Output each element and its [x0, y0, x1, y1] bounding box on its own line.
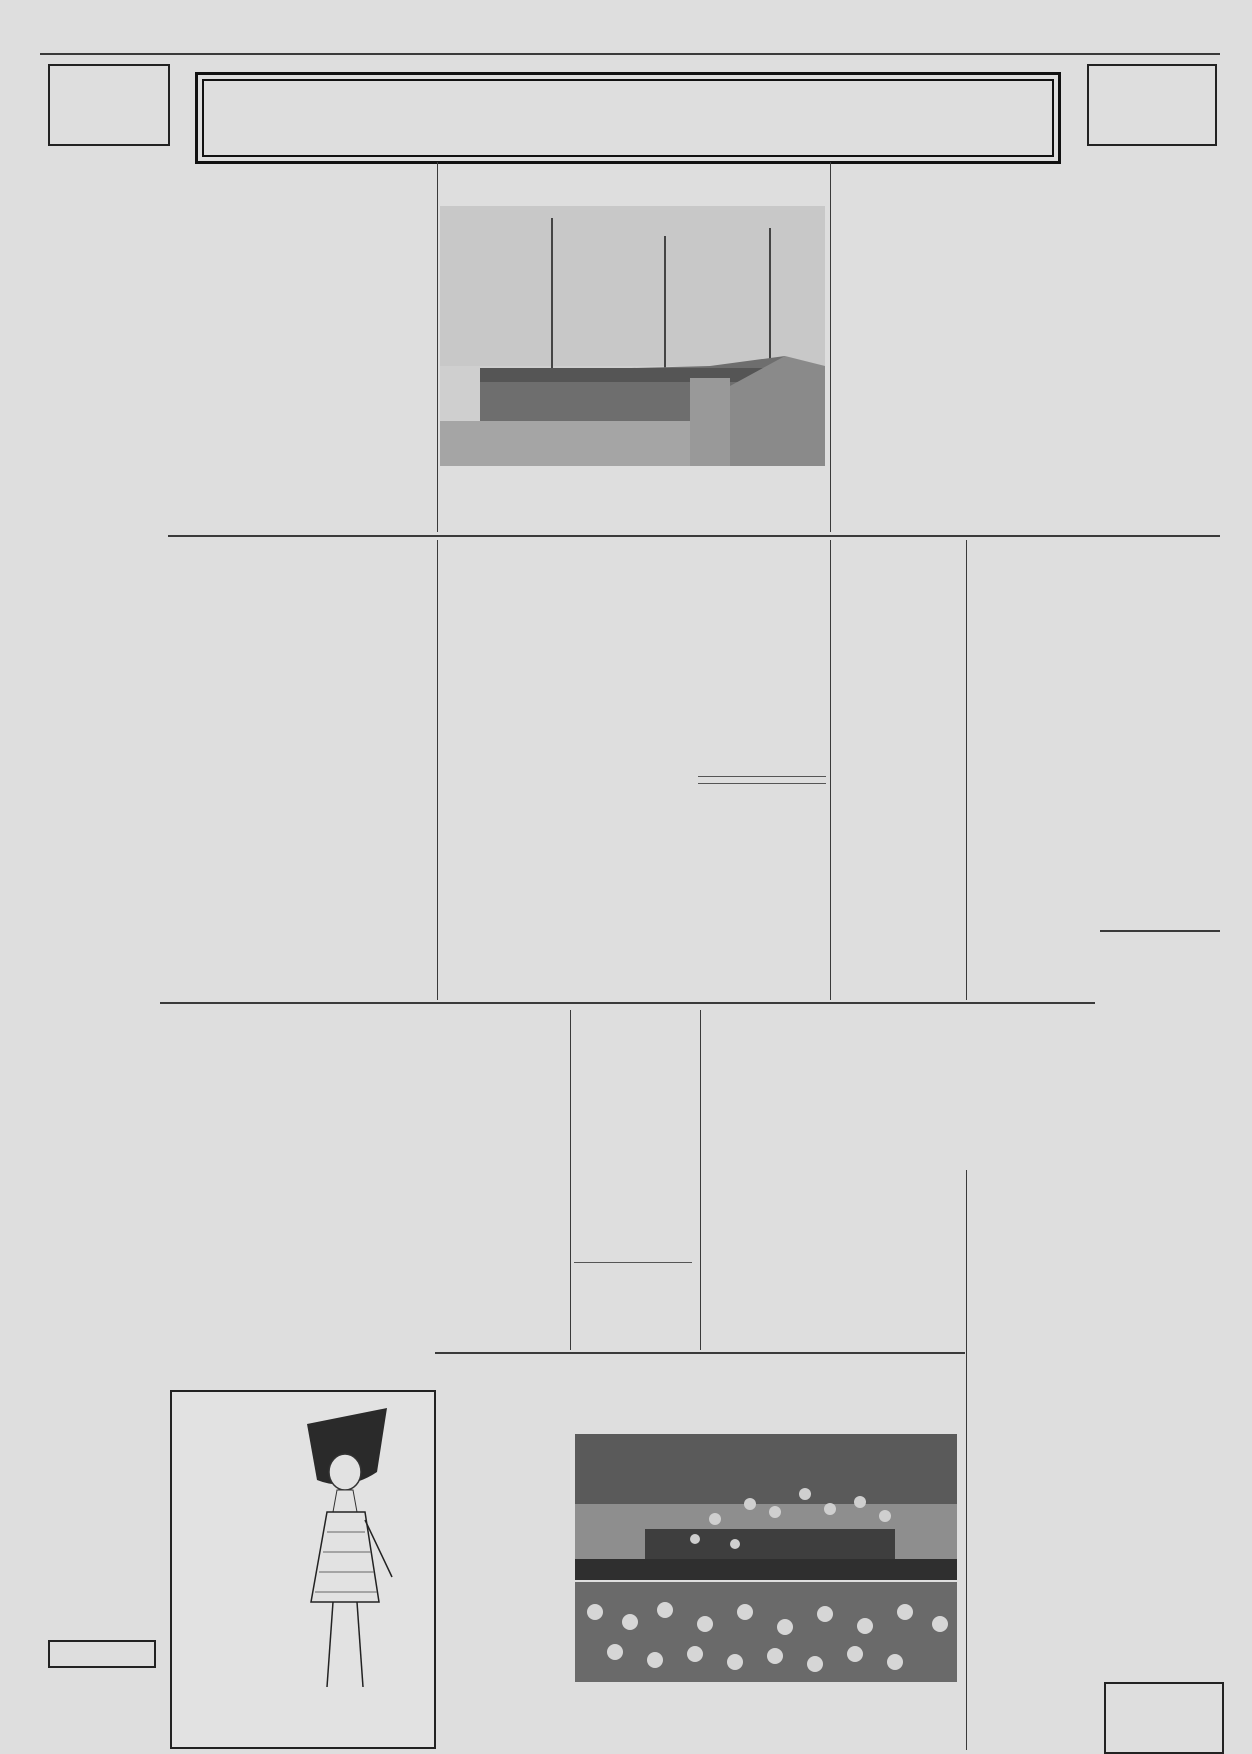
noantri-rule — [435, 1352, 965, 1354]
pioggia-continued — [836, 540, 960, 1000]
column-rule — [830, 162, 831, 532]
qualcosa-body — [1100, 1020, 1218, 1520]
inam-body-col3 — [704, 676, 824, 774]
mid-rule — [160, 1002, 1095, 1004]
pioggia-body-col1 — [836, 296, 956, 531]
festa-crowd-photo — [575, 1582, 957, 1682]
column-rule — [700, 1010, 701, 1350]
agronomi-box — [574, 1262, 692, 1266]
column-rule — [966, 540, 967, 1000]
contabilita-body-col1 — [170, 650, 288, 990]
section-banner — [195, 72, 1061, 164]
contabilita-body-col2 — [298, 650, 428, 990]
column-rule — [437, 540, 438, 1000]
pioggia-body-col2 — [966, 296, 1086, 436]
rassegna-body — [974, 1734, 1094, 1752]
noantri-caption-col1 — [575, 1686, 820, 1748]
column-rule — [830, 540, 831, 1000]
ostia-wall-photo — [440, 206, 825, 466]
noantri-body-col1 — [437, 1428, 570, 1748]
phones-box — [1087, 64, 1217, 146]
reporter-hours-box — [48, 64, 170, 146]
piacenti-ad[interactable] — [1104, 1682, 1224, 1754]
inam-continued — [574, 1010, 692, 1255]
traffico-body — [704, 832, 824, 996]
requisiti-body — [966, 500, 1086, 530]
column-rule — [570, 1010, 571, 1350]
certificati-body-col3 — [300, 335, 430, 525]
pioggia-body-col3 — [1100, 296, 1218, 426]
inam-body-col2 — [570, 676, 694, 996]
festa-stage-photo — [575, 1434, 957, 1580]
vendite-body-col2 — [292, 1130, 422, 1360]
rilevazione-body-col1 — [706, 1138, 831, 1350]
agronomi-body — [574, 1300, 692, 1350]
top-rule — [40, 53, 1220, 55]
band-rule — [168, 535, 1220, 537]
baldelli-body-col2 — [1100, 666, 1218, 926]
rilevazione-body-col3 — [974, 1138, 1094, 1174]
assessore-body — [1100, 462, 1218, 530]
column-rule — [966, 1170, 967, 1750]
qualcosa-rule — [1100, 930, 1220, 932]
traffico-box — [698, 776, 826, 784]
certificati-body-col1 — [48, 335, 161, 1630]
ostia-caption — [440, 468, 825, 528]
rilevazione-body-col2 — [840, 1138, 964, 1350]
vendite-body-col3 — [432, 1130, 567, 1360]
fashion-illustration — [267, 1402, 417, 1702]
vendite-body-col1 — [165, 1130, 283, 1360]
inam-body-col1 — [440, 676, 560, 996]
baldelli-body-col1 — [970, 666, 1090, 996]
box-24-ore-body — [48, 1672, 160, 1750]
rassegna-box — [974, 1674, 1094, 1678]
certificati-body-col2 — [170, 335, 290, 525]
column-rule — [437, 162, 438, 532]
box-24-ore — [48, 1640, 156, 1668]
merveilleuse-ad[interactable] — [170, 1390, 436, 1749]
noantri-caption-col2 — [828, 1686, 958, 1748]
condotti-body — [974, 1275, 1094, 1670]
